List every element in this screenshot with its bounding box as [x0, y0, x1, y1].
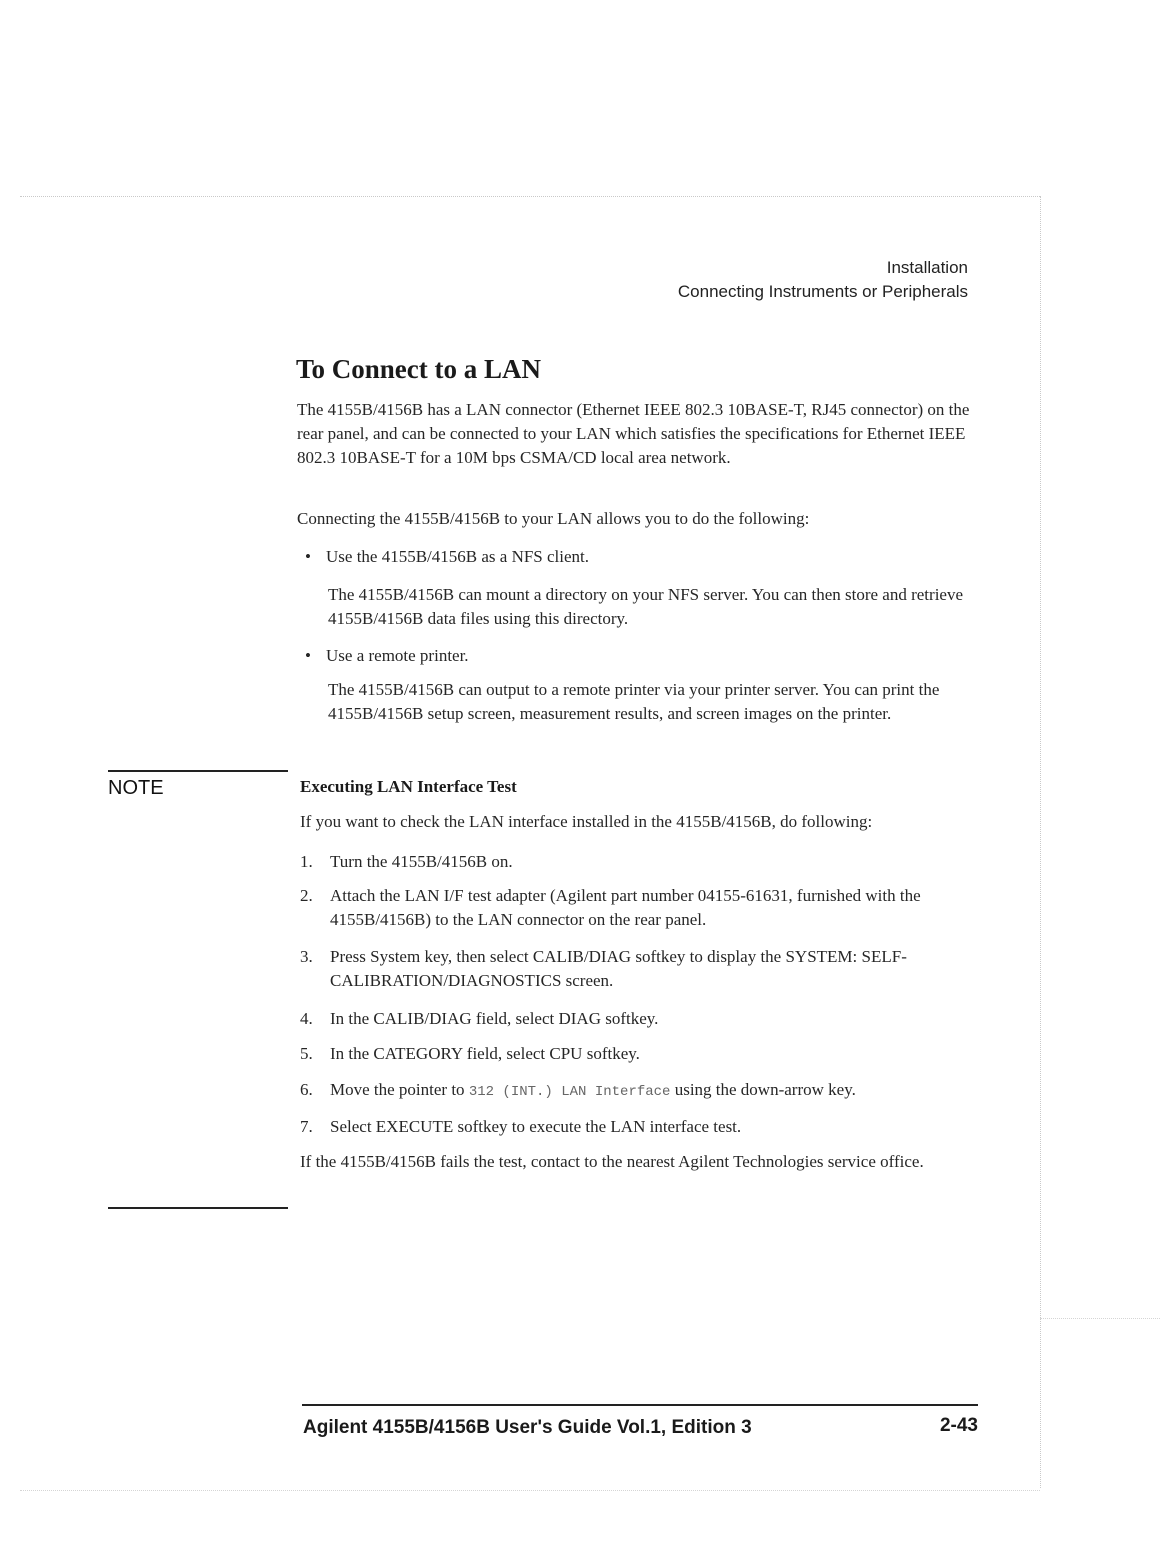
bullet-marker: •: [305, 547, 311, 566]
bullet-item: [290, 545, 980, 569]
footer-rule: [302, 1404, 978, 1406]
step-number: 3.: [300, 947, 313, 966]
procedure-step: [300, 945, 990, 993]
step-number: 4.: [300, 1009, 313, 1028]
bullet-item: [290, 644, 980, 668]
step-text: In the CATEGORY field, select CPU softkey.: [330, 1044, 640, 1063]
bullet-marker: •: [305, 646, 311, 665]
step-text: Turn the 4155B/4156B on.: [330, 852, 513, 871]
note-rule-bottom: [108, 1207, 288, 1209]
note-label: NOTE: [108, 777, 164, 799]
step-text-after: using the down-arrow key.: [670, 1080, 856, 1099]
section-title: To Connect to a LAN: [296, 354, 542, 384]
step-text: In the CALIB/DIAG field, select DIAG softkey.: [330, 1009, 659, 1028]
step-number: 1.: [300, 852, 313, 871]
step-number: 7.: [300, 1117, 313, 1136]
step-text: Attach the LAN I/F test adapter (Agilent part number 04155-61631, furnished with the 4155B/4156B) to the LAN connector on the rear panel.: [330, 886, 921, 929]
footer-title: Agilent 4155B/4156B User's Guide Vol.1, Edition 3: [303, 1417, 752, 1438]
running-header-section: Connecting Instruments or Peripherals: [677, 282, 968, 301]
scan-page-edge-right: [1040, 196, 1041, 1488]
intro-paragraph: [297, 398, 977, 470]
running-header-chapter: Installation: [886, 258, 968, 277]
intro-lead-paragraph: [297, 507, 977, 531]
note-rule-top: [108, 770, 288, 772]
procedure-step: [300, 1078, 990, 1104]
step-text: Press System key, then select CALIB/DIAG softkey to display the SYSTEM: SELF-CALIBRATION/DIAGNOSTICS screen.: [330, 947, 907, 990]
intro-lead-text: Connecting the 4155B/4156B to your LAN allows you to do the following:: [297, 509, 810, 528]
step-number: 5.: [300, 1044, 313, 1063]
bullet-detail: The 4155B/4156B can output to a remote printer via your printer server. You can print the 4155B/4156B setup screen, measurement results, and screen images on the printer.: [328, 680, 940, 723]
step-number: 6.: [300, 1080, 313, 1099]
procedure-step: [300, 850, 990, 874]
note-heading: Executing LAN Interface Test: [300, 777, 517, 796]
note-closing: If the 4155B/4156B fails the test, contact to the nearest Agilent Technologies service office.: [300, 1152, 924, 1171]
note-intro: If you want to check the LAN interface installed in the 4155B/4156B, do following:: [300, 812, 873, 831]
bullet-title: Use a remote printer.: [326, 646, 469, 665]
page-number: 2-43: [939, 1415, 978, 1436]
screen-field-code: 312 (INT.) LAN Interface: [468, 1084, 671, 1100]
step-text-before: Move the pointer to: [330, 1080, 469, 1099]
procedure-step: [300, 1007, 990, 1031]
procedure-step: [300, 1115, 990, 1139]
bullet-detail: The 4155B/4156B can mount a directory on your NFS server. You can then store and retrieve 4155B/4156B data files using this directory.: [328, 585, 964, 628]
scan-page-edge-top: [20, 196, 1040, 197]
procedure-step: [300, 1042, 990, 1066]
step-text: Select EXECUTE softkey to execute the LAN interface test.: [330, 1117, 742, 1136]
bullet-title: Use the 4155B/4156B as a NFS client.: [326, 547, 590, 566]
scan-page-edge-stub: [1040, 1318, 1160, 1319]
running-header: [678, 256, 968, 304]
scan-page-edge-bottom: [20, 1490, 1040, 1491]
step-number: 2.: [300, 886, 313, 905]
step-text: [330, 1078, 990, 1104]
intro-text: The 4155B/4156B has a LAN connector (Ethernet IEEE 802.3 10BASE-T, RJ45 connector) on the rear panel, and can be connected to your LAN which satisfies the specifications for Ethernet IEEE 802.3 10BASE-T for a 10M bps CSMA/CD local area network.: [297, 400, 970, 467]
procedure-step: [300, 884, 990, 932]
